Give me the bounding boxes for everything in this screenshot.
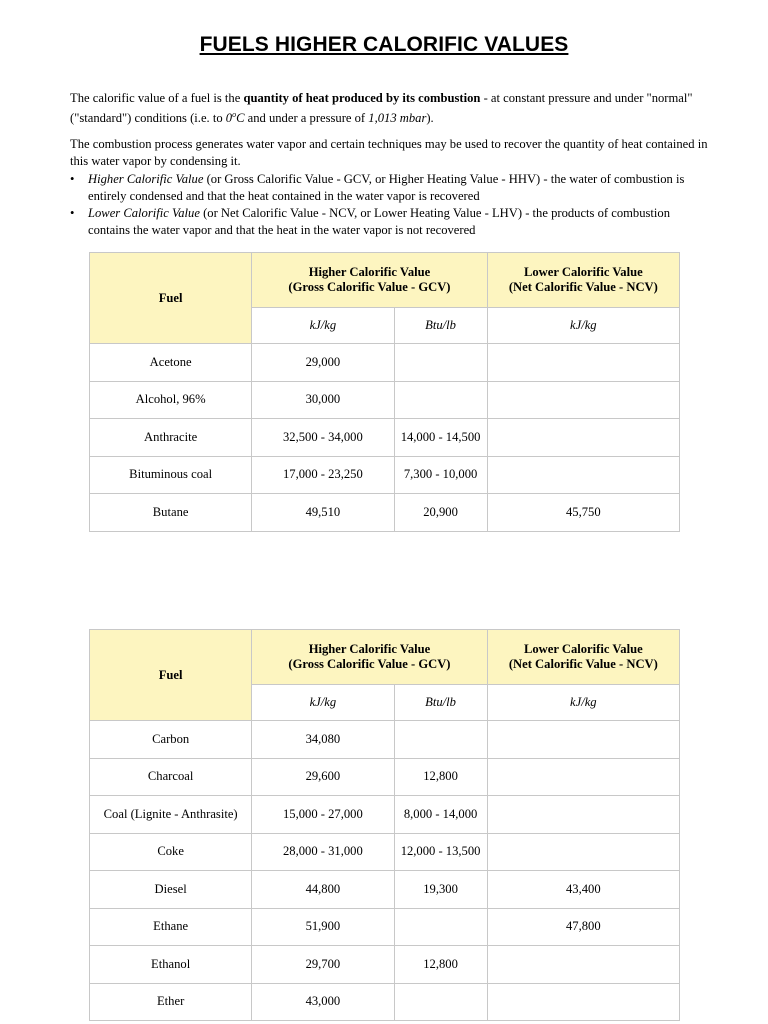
cell-fuel: Ether <box>90 983 252 1021</box>
cell-fuel: Coal (Lignite - Anthrasite) <box>90 796 252 834</box>
cell-lcv-kjkg <box>487 758 679 796</box>
table-row <box>90 494 680 532</box>
cell-lcv-kjkg <box>487 381 679 419</box>
table-row <box>90 721 680 759</box>
cell-fuel: Ethane <box>90 908 252 946</box>
definition-list <box>70 171 710 239</box>
unit-kjkg: kJ/kg <box>252 308 394 344</box>
table-1-body <box>90 344 680 532</box>
cell-lcv-kjkg: 45,750 <box>487 494 679 532</box>
cell-hcv-kjkg: 29,000 <box>252 344 394 382</box>
table-row <box>90 381 680 419</box>
cell-lcv-kjkg: 43,400 <box>487 871 679 909</box>
intro-paragraph-definition <box>70 90 710 126</box>
cell-hcv-kjkg: 30,000 <box>252 381 394 419</box>
degree-superscript: o <box>232 109 237 119</box>
cell-fuel: Charcoal <box>90 758 252 796</box>
cell-hcv-btulb: 12,800 <box>394 946 487 984</box>
cell-hcv-kjkg: 44,800 <box>252 871 394 909</box>
page-title: FUELS HIGHER CALORIFIC VALUES <box>199 33 569 56</box>
table-2-body <box>90 721 680 1021</box>
cell-lcv-kjkg <box>487 946 679 984</box>
bullet-term: Higher Calorific Value <box>88 172 204 186</box>
unit-btulb: Btu/lb <box>394 308 487 344</box>
intro-text: ). <box>426 110 434 125</box>
cell-hcv-btulb: 12,800 <box>394 758 487 796</box>
bullet-icon: • <box>70 206 75 220</box>
cell-fuel: Anthracite <box>90 419 252 457</box>
list-item <box>70 171 710 204</box>
cell-hcv-kjkg: 17,000 - 23,250 <box>252 456 394 494</box>
intro-bold-phrase: quantity of heat produced by its combustion <box>243 91 481 105</box>
table-row <box>90 419 680 457</box>
cell-hcv-kjkg: 28,000 - 31,000 <box>252 833 394 871</box>
cell-hcv-btulb <box>394 721 487 759</box>
cell-hcv-btulb: 20,900 <box>394 494 487 532</box>
cell-fuel: Coke <box>90 833 252 871</box>
header-lower-calorific: Lower Calorific Value (Net Calorific Value - NCV) <box>487 630 679 685</box>
cell-hcv-btulb: 19,300 <box>394 871 487 909</box>
table-row <box>90 456 680 494</box>
cell-hcv-btulb <box>394 983 487 1021</box>
cell-fuel: Carbon <box>90 721 252 759</box>
header-fuel: Fuel <box>90 630 252 721</box>
list-item <box>70 205 710 238</box>
header-higher-calorific: Higher Calorific Value (Gross Calorific Value - GCV) <box>252 630 487 685</box>
cell-fuel: Butane <box>90 494 252 532</box>
unit-kjkg-lcv: kJ/kg <box>487 685 679 721</box>
temperature-value: 0 <box>225 110 233 125</box>
cell-hcv-btulb <box>394 381 487 419</box>
table-row <box>90 871 680 909</box>
calorific-table-1 <box>89 252 680 532</box>
header-lower-calorific: Lower Calorific Value (Net Calorific Value - NCV) <box>487 253 679 308</box>
cell-hcv-btulb <box>394 344 487 382</box>
cell-hcv-btulb: 12,000 - 13,500 <box>394 833 487 871</box>
cell-hcv-kjkg: 29,700 <box>252 946 394 984</box>
cell-hcv-btulb <box>394 908 487 946</box>
cell-lcv-kjkg <box>487 833 679 871</box>
bullet-text: (or Net Calorific Value - NCV, or Lower Heating Value - LHV) - the products of combustion contains the water vapor and that the heat in the water vapor is not recovered <box>88 206 671 237</box>
cell-hcv-kjkg: 49,510 <box>252 494 394 532</box>
intro-text: - at constant pressure and under "normal" ("standard") conditions (i.e. to <box>70 91 693 125</box>
unit-kjkg: kJ/kg <box>252 685 394 721</box>
intro-text: The calorific value of a fuel is the <box>70 91 244 105</box>
table-row <box>90 833 680 871</box>
table-row <box>90 758 680 796</box>
cell-hcv-btulb: 8,000 - 14,000 <box>394 796 487 834</box>
cell-hcv-kjkg: 43,000 <box>252 983 394 1021</box>
bullet-icon: • <box>70 172 75 186</box>
cell-fuel: Alcohol, 96% <box>90 381 252 419</box>
cell-hcv-kjkg: 15,000 - 27,000 <box>252 796 394 834</box>
unit-btulb: Btu/lb <box>394 685 487 721</box>
table-row <box>90 796 680 834</box>
header-fuel: Fuel <box>90 253 252 344</box>
cell-fuel: Diesel <box>90 871 252 909</box>
cell-hcv-kjkg: 34,080 <box>252 721 394 759</box>
unit-kjkg-lcv: kJ/kg <box>487 308 679 344</box>
cell-lcv-kjkg <box>487 419 679 457</box>
table-row <box>90 983 680 1021</box>
table-row <box>90 946 680 984</box>
cell-hcv-kjkg: 51,900 <box>252 908 394 946</box>
calorific-table-2 <box>89 629 680 1021</box>
cell-lcv-kjkg <box>487 344 679 382</box>
temperature-unit: C <box>236 110 245 125</box>
cell-lcv-kjkg <box>487 796 679 834</box>
intro-text: and under a pressure of <box>244 110 369 125</box>
intro-paragraph-combustion: The combustion process generates water vapor and certain techniques may be used to recover the quantity of heat contained in this water vapor by condensing it. <box>70 137 708 168</box>
cell-hcv-btulb: 14,000 - 14,500 <box>394 419 487 457</box>
header-higher-calorific: Higher Calorific Value (Gross Calorific Value - GCV) <box>252 253 487 308</box>
table-row <box>90 344 680 382</box>
cell-hcv-btulb: 7,300 - 10,000 <box>394 456 487 494</box>
cell-hcv-kjkg: 29,600 <box>252 758 394 796</box>
bullet-text: (or Gross Calorific Value - GCV, or Higher Heating Value - HHV) - the water of combustion is entirely condensed and that the heat contained in the water vapor is recovered <box>88 172 685 203</box>
pressure-value: 1,013 mbar <box>368 110 427 125</box>
bullet-term: Lower Calorific Value <box>88 206 200 220</box>
cell-fuel: Bituminous coal <box>90 456 252 494</box>
cell-lcv-kjkg <box>487 456 679 494</box>
cell-lcv-kjkg: 47,800 <box>487 908 679 946</box>
table-row <box>90 908 680 946</box>
cell-fuel: Acetone <box>90 344 252 382</box>
cell-lcv-kjkg <box>487 983 679 1021</box>
cell-lcv-kjkg <box>487 721 679 759</box>
cell-hcv-kjkg: 32,500 - 34,000 <box>252 419 394 457</box>
cell-fuel: Ethanol <box>90 946 252 984</box>
